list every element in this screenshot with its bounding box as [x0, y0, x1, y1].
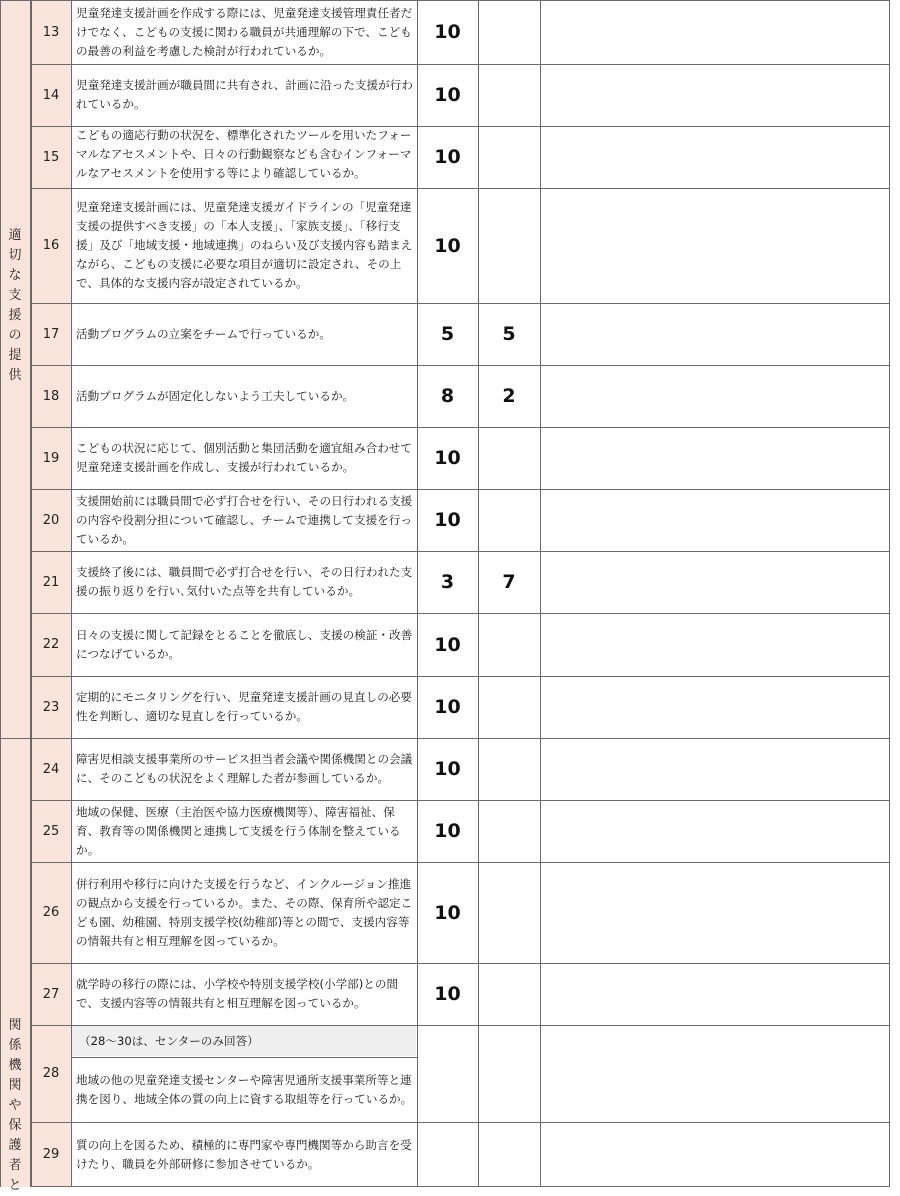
item-number: 19	[31, 427, 71, 489]
improvement-note-cell	[540, 800, 890, 862]
category-char: 保	[8, 1118, 22, 1133]
column-divider	[417, 0, 418, 1187]
no-count-cell	[478, 126, 540, 188]
row-divider	[31, 676, 890, 677]
improvement-note-cell	[540, 0, 890, 64]
improvement-note-cell	[540, 64, 890, 126]
yes-count-cell: 10	[434, 633, 461, 656]
no-count-cell	[478, 800, 540, 862]
item-number: 16	[31, 188, 71, 303]
no-count-cell	[478, 613, 540, 676]
question-text: 就学時の移行の際には、小学校や特別支援学校(小学部)との間で、支援内容等の情報共有と相互理解を図っているか。	[76, 977, 399, 1010]
question-text: 活動プログラムが固定化しないよう工夫しているか。	[76, 388, 355, 403]
no-count-cell	[478, 862, 540, 963]
item-number: 15	[31, 126, 71, 188]
item-number: 28	[31, 1025, 71, 1122]
category-char: や	[8, 1098, 22, 1113]
improvement-note-cell	[540, 676, 890, 738]
improvement-note-cell	[540, 613, 890, 676]
yes-count-cell	[417, 1122, 478, 1187]
no-count-cell: 7	[502, 571, 516, 593]
row-divider	[31, 800, 890, 801]
row-divider	[31, 551, 890, 552]
category-char: 関	[8, 1078, 22, 1093]
category-char: な	[8, 268, 22, 283]
row-divider	[0, 0, 31, 1]
column-divider	[889, 0, 890, 1187]
category-char: 機	[8, 1058, 22, 1073]
improvement-note-cell	[540, 1122, 890, 1187]
no-count-cell	[478, 188, 540, 303]
row-divider	[31, 64, 890, 65]
question-text: こどもの状況に応じて、個別活動と集団活動を適宜組み合わせて児童発達支援計画を作成し、支援が行われているか。	[76, 441, 412, 474]
item-number: 18	[31, 365, 71, 427]
no-count-cell	[478, 427, 540, 489]
yes-count-cell: 10	[434, 696, 461, 718]
item-number: 24	[31, 738, 71, 800]
yes-count-cell: 8	[440, 385, 455, 407]
no-count-cell	[478, 738, 540, 800]
item-number: 22	[31, 613, 71, 676]
category-char: 適	[8, 228, 22, 243]
item-number: 27	[31, 963, 71, 1025]
improvement-note-cell	[540, 188, 890, 303]
category-char: 者	[8, 1158, 22, 1173]
row-divider	[31, 1025, 890, 1026]
category-label-appropriate-support	[0, 226, 30, 386]
row-divider	[31, 862, 890, 863]
item-number: 29	[31, 1122, 71, 1187]
question-text: 支援終了後には、職員間で必ず打合せを行い、その日行われた支援の振り返りを行い､気付いた点等を共有しているか。	[76, 565, 413, 598]
row-divider	[31, 303, 890, 304]
no-count-cell: 2	[502, 385, 516, 407]
row-divider	[31, 126, 890, 127]
question-text: 支援開始前には職員間で必ず打合せを行い、その日行われる支援の内容や役割分担について確認し、チームで連携して支援を行っているか。	[76, 493, 413, 546]
question-text: 児童発達支援計画が職員間に共有され、計画に沿った支援が行われているか。	[76, 78, 413, 111]
yes-count-cell: 10	[434, 983, 461, 1005]
no-count-cell: 5	[502, 323, 516, 345]
item-number: 23	[31, 676, 71, 738]
row-divider	[31, 427, 890, 428]
row-divider	[31, 963, 890, 964]
yes-count-cell: 3	[440, 571, 455, 593]
category-char: 支	[8, 288, 22, 303]
category-char: 関	[8, 1018, 22, 1033]
column-divider	[478, 0, 479, 1187]
category-char: 援	[8, 308, 22, 323]
item-number: 21	[31, 551, 71, 613]
category-label-cooperation	[0, 1016, 30, 1196]
item-number: 25	[31, 800, 71, 862]
yes-count-cell	[417, 1025, 478, 1122]
yes-count-cell: 10	[434, 234, 461, 257]
question-text: こどもの適応行動の状況を、標準化されたツールを用いたフォーマルなアセスメントや、日々の行動観察なども含むインフォーマルなアセスメントを使用する等により確認しているか。	[76, 128, 412, 180]
row-divider	[71, 1057, 417, 1058]
row-divider	[31, 365, 890, 366]
question-text: 併行利用や移行に向けた支援を行うなど、インクルージョン推進の観点から支援を行っているか。また、その際、保育所や認定こども園、幼稚園、特別支援学校(幼稚部)等との間で、支援内容等の情報共有と相互理解を図っているか。	[76, 876, 413, 948]
question-text: 児童発達支援計画には、児童発達支援ガイドラインの「児童発達支援の提供すべき支援」の「本人支援」、「家族支援」、「移行支援」及び「地域支援・地域連携」のねらい及び支援内容も踏まえながら、こどもの支援に必要な項目が適切に設定され、その上で、具体的な支援内容が設定されているか。	[76, 200, 413, 290]
category-char: 護	[8, 1138, 22, 1153]
no-count-cell	[478, 0, 540, 64]
yes-count-cell: 10	[434, 820, 461, 842]
no-count-cell	[478, 64, 540, 126]
category-char: と	[8, 1178, 22, 1193]
item-number: 17	[31, 303, 71, 365]
row-divider	[31, 613, 890, 614]
improvement-note-cell	[540, 303, 890, 365]
category-char: の	[8, 328, 22, 343]
question-text: 日々の支援に関して記録をとることを徹底し、支援の検証・改善につなげているか。	[76, 627, 413, 661]
improvement-note-cell	[540, 489, 890, 551]
answer-note: （28〜30は、センターのみ回答）	[71, 1026, 416, 1056]
column-divider	[31, 0, 32, 1187]
improvement-note-cell	[540, 738, 890, 800]
question-text: 活動プログラムの立案をチームで行っているか。	[76, 326, 331, 341]
column-divider	[71, 0, 72, 1187]
improvement-note-cell	[540, 862, 890, 963]
yes-count-cell: 10	[434, 901, 461, 924]
item-number: 26	[31, 862, 71, 963]
question-text: 障害児相談支援事業所のサービス担当者会議や関係機関との会議に、そのこどもの状況をよく理解した者が参画しているか。	[76, 752, 413, 785]
yes-count-cell: 5	[440, 323, 455, 345]
yes-count-cell: 10	[434, 758, 461, 780]
yes-count-cell: 10	[434, 146, 461, 168]
no-count-cell	[478, 676, 540, 738]
yes-count-cell: 10	[434, 447, 461, 469]
improvement-note-cell	[540, 365, 890, 427]
row-divider	[31, 489, 890, 490]
improvement-note-cell	[540, 1025, 890, 1122]
no-count-cell	[478, 1025, 540, 1122]
question-text: 定期的にモニタリングを行い、児童発達支援計画の見直しの必要性を判断し、適切な見直しを行っているか。	[76, 690, 412, 723]
no-count-cell	[478, 1122, 540, 1187]
improvement-note-cell	[540, 963, 890, 1025]
column-divider	[540, 0, 541, 1187]
item-number: 20	[31, 489, 71, 551]
row-divider	[0, 738, 31, 739]
row-divider	[31, 188, 890, 189]
category-char: 供	[8, 368, 22, 383]
category-char: 切	[8, 248, 22, 263]
yes-count-cell: 10	[434, 509, 461, 531]
row-divider	[31, 0, 890, 1]
no-count-cell	[478, 489, 540, 551]
improvement-note-cell	[540, 126, 890, 188]
column-divider	[0, 0, 1, 1187]
question-text: 質の向上を図るため、積極的に専門家や専門機関等から助言を受けたり、職員を外部研修に参加させているか。	[76, 1137, 412, 1171]
row-divider	[31, 1122, 890, 1123]
improvement-note-cell	[540, 551, 890, 613]
yes-count-cell: 10	[434, 84, 461, 106]
row-divider	[31, 738, 890, 739]
question-text: 地域の他の児童発達支援センターや障害児通所支援事業所等と連携を図り、地域全体の質の向上に資する取組等を行っているか。	[76, 1072, 413, 1106]
question-text: 地域の保健、医療（主治医や協力医療機関等）、障害福祉、保育、教育等の関係機関と連携して支援を行う体制を整えているか。	[76, 804, 401, 857]
no-count-cell	[478, 963, 540, 1025]
yes-count-cell: 10	[434, 21, 461, 43]
category-char: 係	[8, 1038, 22, 1053]
improvement-note-cell	[540, 427, 890, 489]
question-text: 児童発達支援計画を作成する際には、児童発達支援管理責任者だけでなく、こどもの支援に関わる職員が共通理解の下で、こどもの最善の利益を考慮した検討が行われているか。	[76, 5, 413, 58]
category-char: 提	[8, 348, 22, 363]
item-number: 14	[31, 64, 71, 126]
item-number: 13	[31, 0, 71, 64]
